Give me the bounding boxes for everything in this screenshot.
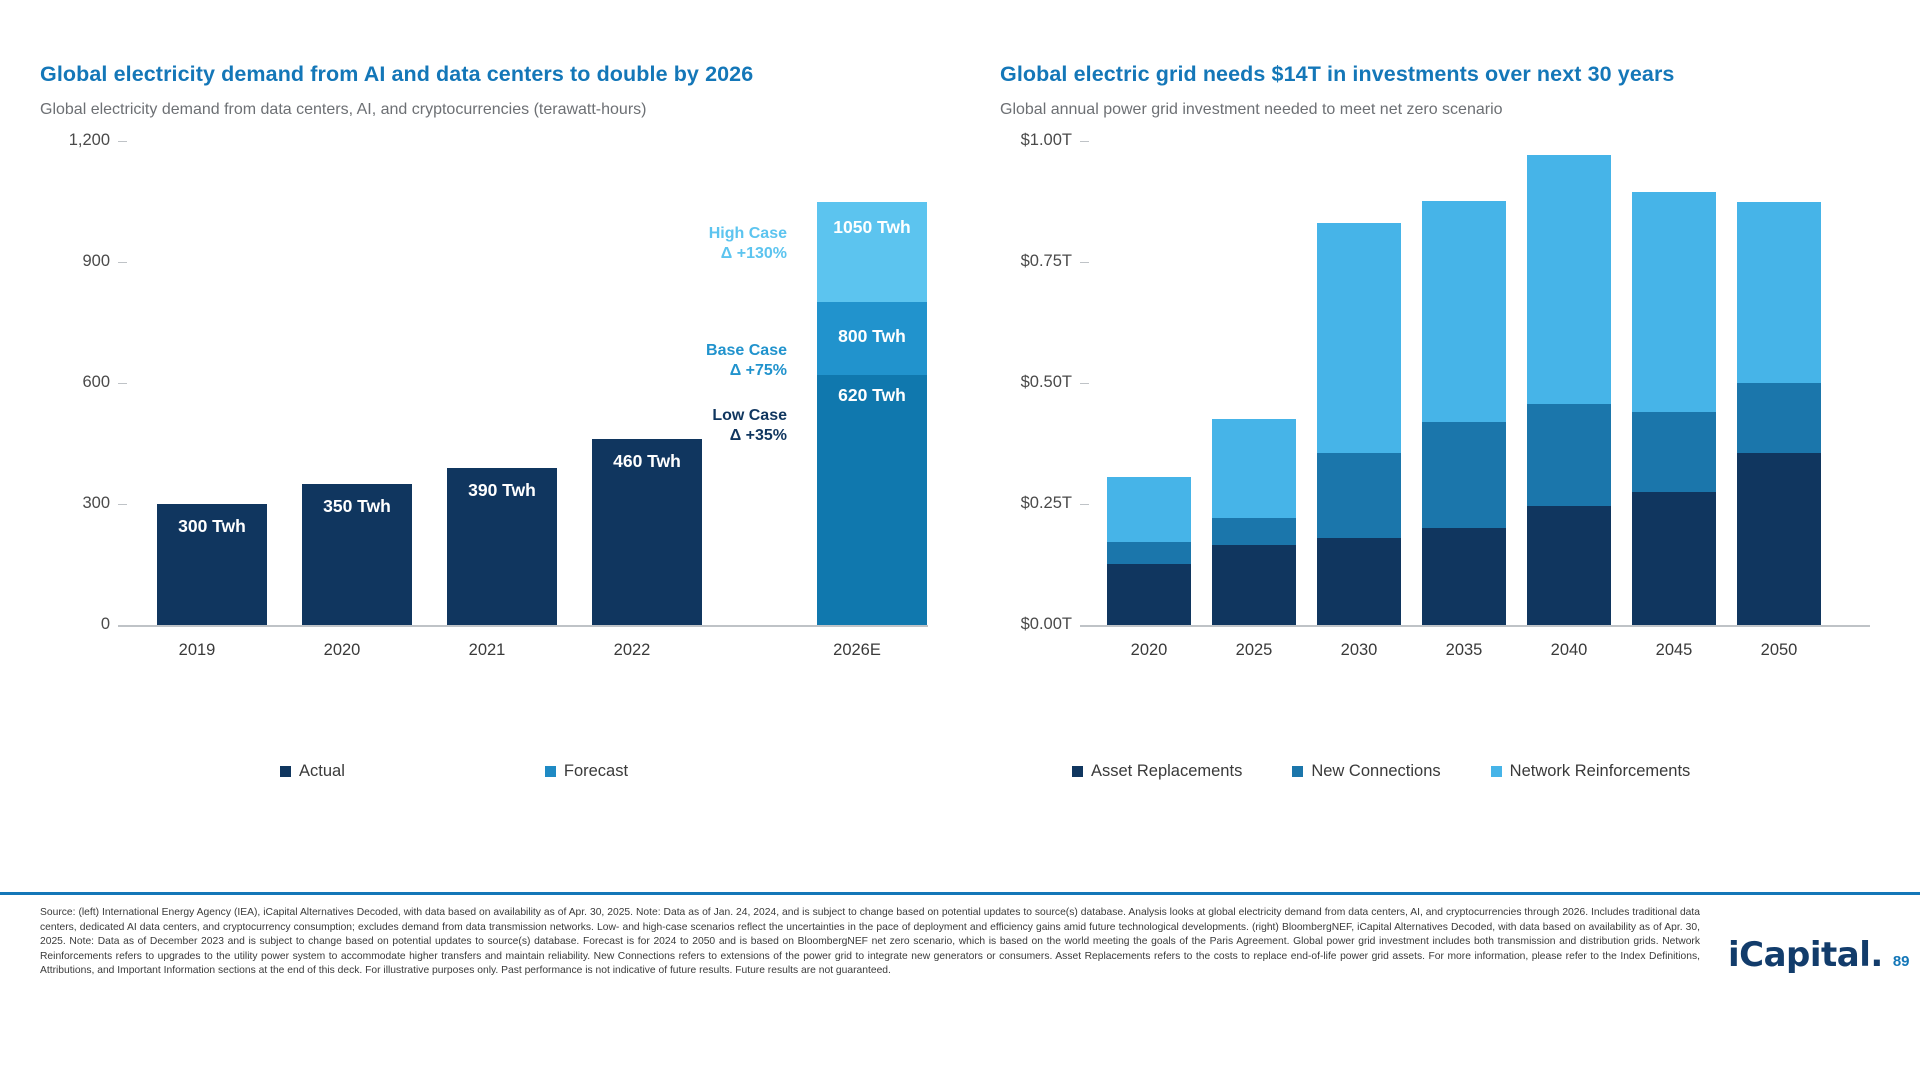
segment-low-case[interactable] <box>817 375 927 625</box>
bar-2021[interactable] <box>447 468 557 625</box>
bar-2040[interactable] <box>1527 155 1611 625</box>
bar-label-2020: 350 Twh <box>323 496 391 516</box>
logo-wordmark: iCapital. <box>1728 935 1883 975</box>
segment-network-reinforcements[interactable] <box>1212 419 1296 518</box>
right-ytick-025: $0.25T <box>1020 494 1072 512</box>
right-xtick-2020: 2020 <box>1130 641 1168 659</box>
right-x-axis <box>1080 625 1870 627</box>
segment-asset-replacements[interactable] <box>1737 453 1821 625</box>
annotation-high-case-delta: Δ +130% <box>720 245 787 262</box>
left-legend <box>280 762 668 781</box>
annotation-base-case-delta: Δ +75% <box>729 362 787 379</box>
left-tickmark <box>118 383 127 384</box>
segment-label-low-case: 620 Twh <box>838 385 906 405</box>
segment-asset-replacements[interactable] <box>1212 545 1296 625</box>
bar-label-2021: 390 Twh <box>468 480 536 500</box>
segment-base-case[interactable] <box>817 302 927 375</box>
segment-asset-replacements[interactable] <box>1422 528 1506 625</box>
legend-item-actual[interactable] <box>280 762 345 781</box>
legend-label-asset-replacements: Asset Replacements <box>1091 762 1243 780</box>
page-number: 89 <box>1892 953 1910 970</box>
segment-new-connections[interactable] <box>1632 412 1716 492</box>
segment-network-reinforcements[interactable] <box>1317 223 1401 453</box>
right-ytick-000: $0.00T <box>1020 615 1072 633</box>
segment-network-reinforcements[interactable] <box>1737 202 1821 383</box>
right-xtick-2030: 2030 <box>1340 641 1378 659</box>
right-xtick-2045: 2045 <box>1655 641 1693 659</box>
annotation-base-case <box>706 341 787 381</box>
left-chart-subtitle: Global electricity demand from data centers, AI, and cryptocurrencies (terawatt-hours) <box>40 101 647 118</box>
right-xtick-2035: 2035 <box>1445 641 1483 659</box>
right-xtick-2050: 2050 <box>1760 641 1798 659</box>
right-ytick-100: $1.00T <box>1020 131 1072 149</box>
left-chart-panel <box>40 62 960 780</box>
segment-asset-replacements[interactable] <box>1107 564 1191 625</box>
segment-high-case[interactable] <box>817 202 927 302</box>
bar-2045[interactable] <box>1632 192 1716 625</box>
left-chart-title: Global electricity demand from AI and data centers to double by 2026 <box>40 62 754 86</box>
right-chart-subtitle: Global annual power grid investment needed to meet net zero scenario <box>1000 101 1503 118</box>
segment-new-connections[interactable] <box>1107 542 1191 564</box>
left-x-axis <box>118 625 928 627</box>
source-note: Source: (left) International Energy Agency (IEA), iCapital Alternatives Decoded, with data based on availability as of Apr. 30, 2025. Note: Data as of Jan. 24, 2024, and is subject to change based on potential updates to source(s) database. Analysis looks at global electricity demand from data centers, AI, and cryptocurrencies through 2026. Includes traditional data centers, dedicated AI data centers, and cryptocurrency consumption; excludes demand from data transmission networks. Low- and high-case scenarios reflect the uncertainties in the pace of deployment and efficiency gains amid future technological developments. (right) BloombergNEF, iCapital Alternatives Decoded, with data based on availability as of Apr. 30, 2025. Note: Data as of December 2023 and is subject to change based on potential updates to source(s) database. Forecast is for 2024 to 2050 and is based on BloombergNEF net zero scenario, which is based on the world meeting the goals of the Paris Agreement. Global power grid investment includes both transmission and distribution grids. Network Reinforcements refers to upgrades to the utility power system to accommodate higher transfers and maintain reliability. New Connections refers to extensions of the power grid to integrate new generators or consumers. Asset Replacements refers to the costs to replace end-of-life power grid assets. For more information, please refer to the Index Definitions, Attributions, and Important Information sections at the end of this deck. For illustrative purposes only. Past performance is not indicative of future results. Future results are not guaranteed. <box>40 907 1700 977</box>
segment-new-connections[interactable] <box>1737 383 1821 453</box>
annotation-base-case-name: Base Case <box>706 342 787 359</box>
annotation-low-case-name: Low Case <box>712 407 787 424</box>
segment-network-reinforcements[interactable] <box>1632 192 1716 412</box>
left-ytick-0: 0 <box>100 615 110 633</box>
legend-item-new-connections[interactable] <box>1292 762 1440 781</box>
right-xtick-2040: 2040 <box>1550 641 1588 659</box>
left-tickmark <box>118 141 127 142</box>
legend-swatch-icon <box>1072 766 1083 777</box>
legend-label-new-connections: New Connections <box>1311 762 1441 780</box>
right-chart-panel <box>1000 62 1880 780</box>
left-xtick-2019: 2019 <box>178 641 216 659</box>
right-bars-group <box>1089 141 1869 625</box>
annotation-high-case <box>709 224 787 264</box>
left-tickmark <box>118 504 127 505</box>
footer-divider <box>0 892 1920 895</box>
right-tickmark <box>1080 262 1089 263</box>
bar-2019[interactable] <box>157 504 267 625</box>
legend-label-network-reinforcements: Network Reinforcements <box>1509 762 1691 780</box>
bar-2025[interactable] <box>1212 419 1296 625</box>
bar-label-2022: 460 Twh <box>613 451 681 471</box>
segment-network-reinforcements[interactable] <box>1107 477 1191 542</box>
bar-2020[interactable] <box>302 484 412 625</box>
annotation-low-case <box>712 406 787 446</box>
legend-label-actual: Actual <box>299 762 345 780</box>
left-xtick-2021: 2021 <box>468 641 506 659</box>
legend-swatch-icon <box>280 766 291 777</box>
right-tickmark <box>1080 141 1089 142</box>
legend-swatch-icon <box>1292 766 1303 777</box>
right-ytick-075: $0.75T <box>1020 252 1072 270</box>
legend-item-forecast[interactable] <box>545 762 628 781</box>
segment-new-connections[interactable] <box>1422 422 1506 528</box>
left-xtick-2020: 2020 <box>323 641 361 659</box>
right-plot-area <box>1000 131 1880 701</box>
left-ytick-1200: 1,200 <box>68 131 110 149</box>
right-ytick-050: $0.50T <box>1020 373 1072 391</box>
legend-label-forecast: Forecast <box>563 762 629 780</box>
left-ytick-600: 600 <box>82 373 110 391</box>
bar-label-2019: 300 Twh <box>178 516 246 536</box>
right-xtick-2025: 2025 <box>1235 641 1273 659</box>
left-bars-group <box>127 141 927 625</box>
legend-item-network-reinforcements[interactable] <box>1491 762 1691 781</box>
segment-asset-replacements[interactable] <box>1317 538 1401 625</box>
legend-swatch-icon <box>545 766 556 777</box>
segment-asset-replacements[interactable] <box>1527 506 1611 625</box>
segment-network-reinforcements[interactable] <box>1422 201 1506 422</box>
right-tickmark <box>1080 504 1089 505</box>
legend-item-asset-replacements[interactable] <box>1072 762 1242 781</box>
segment-label-base-case: 800 Twh <box>838 326 906 346</box>
left-xtick-2026e: 2026E <box>833 641 881 659</box>
segment-new-connections[interactable] <box>1527 404 1611 506</box>
annotation-high-case-name: High Case <box>708 225 787 242</box>
right-chart-title: Global electric grid needs $14T in investments over next 30 years <box>1000 62 1675 86</box>
left-ytick-300: 300 <box>82 494 110 512</box>
bar-2030[interactable] <box>1317 223 1401 625</box>
segment-network-reinforcements[interactable] <box>1527 155 1611 404</box>
segment-new-connections[interactable] <box>1212 518 1296 545</box>
left-xtick-2022: 2022 <box>613 641 651 659</box>
left-tickmark <box>118 262 127 263</box>
bar-2035[interactable] <box>1422 201 1506 625</box>
bar-2026e[interactable] <box>817 202 927 625</box>
segment-label-high-case: 1050 Twh <box>833 217 911 237</box>
annotation-low-case-delta: Δ +35% <box>729 427 787 444</box>
right-legend <box>1072 762 1730 781</box>
icapital-logo <box>1728 935 1910 975</box>
right-tickmark <box>1080 383 1089 384</box>
left-plot-area <box>40 131 911 701</box>
segment-asset-replacements[interactable] <box>1632 492 1716 625</box>
bar-2022[interactable] <box>592 439 702 625</box>
left-ytick-900: 900 <box>82 252 110 270</box>
bar-2020[interactable] <box>1107 477 1191 625</box>
legend-swatch-icon <box>1491 766 1502 777</box>
bar-2050[interactable] <box>1737 202 1821 625</box>
segment-new-connections[interactable] <box>1317 453 1401 538</box>
